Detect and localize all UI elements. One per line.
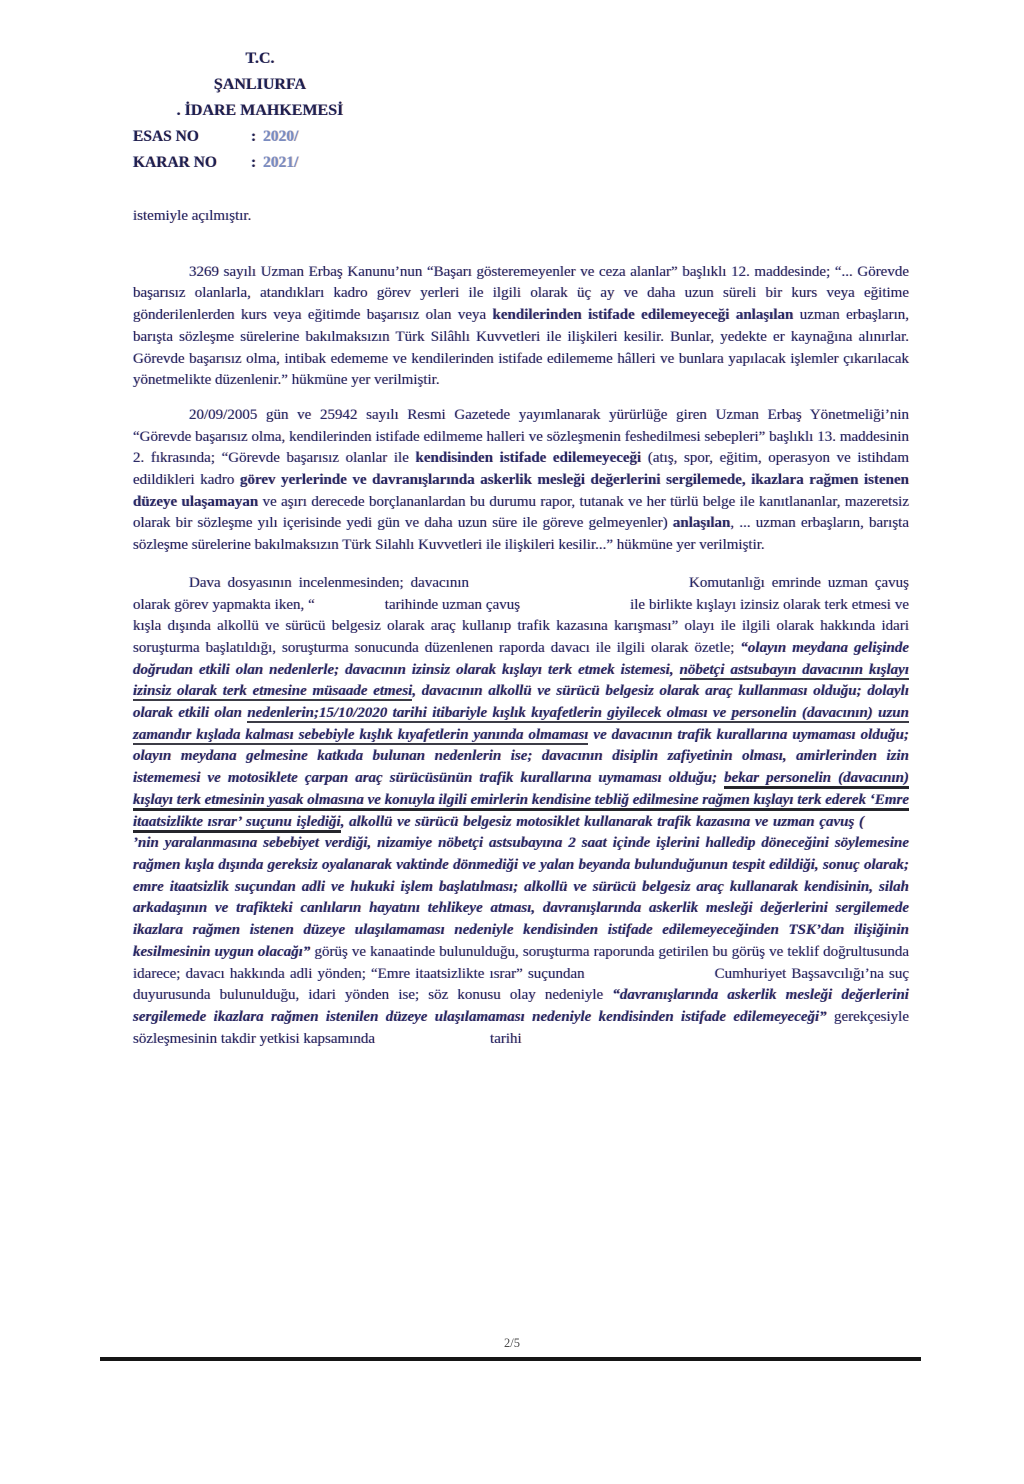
text-run-quote: “davranışlarında askerlik mesleği değerlerini sergilemede ikazlara rağmen istenilen düzeye ulaşılamaması nedeniyle kendisinden istifade edilemeyeceği” <box>133 987 909 1025</box>
court-header <box>133 46 387 176</box>
text-run-bold: kendisinden istifade edilemeyeceği <box>415 450 642 467</box>
court-city: ŞANLIURFA <box>213 76 307 93</box>
redacted-blank <box>520 607 630 609</box>
text-run: uzman erbaşların, barışta sözleşme sürelerine bakılmaksızın Türk Silâhlı Kuvvetleri ile ilişkileri kesilir. Bunlar, yedekte er kaynağına alınırlar. Görevde başarısız olma, intibak edememe ve kendilerinden istifade edilememe hâlleri ve bunlara yapılacak işlemler çıkarılacak yönetmelikte düzenlenir.” hükmüne yer verilmiştir. <box>133 307 909 389</box>
karar-no-label: KARAR NO <box>133 154 217 171</box>
republic-abbreviation: T.C. <box>245 50 275 67</box>
text-run-bold: kendilerinden istifade edilemeyeceği anlaşılan <box>492 307 794 324</box>
text-run-quote-underlined: bekar personelin (davacının) kışlayı terk etmesinin yasak olmasına ve konuyla ilgili emirlerin kendisine tebliğ edilmesine rağmen kışlayı terk ederek ‘Emre itaatsizlikte ısrar’ suçunu işlediği <box>133 770 909 832</box>
text-run: Cumhuriyet Başsavcılığı’na suç duyurusunda bulunulduğu, idari yönden ise; söz konusu olay nedeniyle <box>133 965 909 1004</box>
paragraph-regulation-2005 <box>133 405 909 557</box>
paragraph-law-3269 <box>133 262 909 392</box>
text-run-quote: ’nin yaralanmasına sebebiyet verdiği, nizamiye nöbetçi astsubayına 2 saat içinde işlerini halledip döneceğini söylemesine rağmen kışla dışında gereksiz oyalanarak vaktinde dönmediği ve yalan beyanda bulunduğunun tespit edildiği, sonuç olarak; emre itaatsizlik suçundan adli ve hukuki işlem başlatılması; alkollü ve sürücü belgesiz araç kullanarak kendisinin, silah arkadaşının ve trafikteki canlıların hayatını tehlikeye atması, davranışlarında askerlik mesleği değerlerini sergilemede ikazlara rağmen istenen düzeye ulaşılamaması nedeniyle kendisinden istifade edilemeyeceğinden TSK’dan ilişiğinin kesilmesinin uygun olacağı” <box>133 835 909 960</box>
text-run: tarihinde uzman çavuş <box>384 596 521 613</box>
footer-rule <box>100 1357 921 1361</box>
text-run: Komutanlığı emrinde uzman çavuş olarak görev yapmakta iken, “ <box>133 574 910 613</box>
text-run-quote: ve davacının trafik kurallarına uymaması olduğu; olayın meydana gelmesine katkıda bulunan nedenlerin ise; davacının disiplin zafiyetinin olması, amirlerinden izin istememesi ve motosiklete çarpan araç sürücüsünün trafik kurallarına uymaması olduğu; <box>133 726 910 787</box>
redacted-blank <box>315 607 385 609</box>
text-run: görüş ve kanaatinde bulunulduğu, soruşturma raporunda getirilen bu görüş ve teklif doğrultusunda idarece; davacı hakkında adli yönden; “Emre itaatsizlikte ısrar” suçundan <box>133 943 909 982</box>
esas-no-separator: : <box>251 128 257 145</box>
text-run-quote: “olayın meydana gelişinde doğrudan etkili olan nedenlerle; davacının izinsiz olarak kışlayı terk etmek istemesi, <box>133 639 909 678</box>
text-run-quote-underlined: nedenlerin;15/10/2020 tarihi itibariyle kışlık kıyafetlerin giyilecek olması ve personelin (davacının) uzun zamandır kışlada kalması sebebiyle kışlık kıyafetlerin yanında olmaması <box>133 705 909 743</box>
text-run: gerekçesiyle sözleşmesinin takdir yetkisi kapsamında <box>133 1008 909 1047</box>
court-name: . İDARE MAHKEMESİ <box>176 102 344 119</box>
esas-no-label: ESAS NO <box>133 128 199 145</box>
karar-no-value: 2021/ <box>263 154 299 171</box>
text-run: Dava dosyasının incelenmesinden; davacının <box>189 574 469 591</box>
text-run: ve aşırı derecede borçlananlardan bu durumu rapor, tutanak ve her türlü belge ile kanıtlananlar, mazeretsiz olarak bir sözleşme yılı içerisinde yedi gün ve daha uzun süre ile göreve gelmeyenler) <box>133 493 909 532</box>
text-run: (atış, spor, eğitim, operasyon ve istihdam edildikleri kadro <box>133 450 910 489</box>
karar-no-separator: : <box>251 154 257 171</box>
text-run: tarihi <box>490 1030 522 1047</box>
esas-no-row <box>133 124 387 150</box>
text-run: 20/09/2005 gün ve 25942 sayılı Resmi Gazetede yayımlanarak yürürlüğe giren Uzman Erbaş Yönetmeliği’nin “Görevde başarısız olma, kendilerinden istifade edilmeme halleri ve sözleşmenin feshedilmesi sebepleri” başlıklı 13. maddesinin 2. fıkrasında; “Görevde başarısız olanlar ile <box>133 406 909 467</box>
text-run: , ... uzman erbaşların, barışta sözleşme sürelerine bakılmaksızın Türk Silahlı Kuvvetleri ile ilişkileri kesilir...” hükmüne yer verilmiştir. <box>133 515 909 554</box>
text-run-quote: , davacının alkollü ve sürücü belgesiz olarak araç kullanması olduğu; dolaylı olarak etkili olan <box>133 683 909 722</box>
redacted-blank <box>864 824 909 826</box>
text-run: 3269 sayılı Uzman Erbaş Kanunu’nun “Başarı gösteremeyenler ve ceza alanlar” başlıklı 12. maddesinde; “... Görevde başarısız olanlarla, atandıkları kadro görev yerleri ile ilgili olarak üç ay ve daha uzun süreli bir kurs veya eğitime gönderilenlerden kurs veya eğitimde başarısız olan veya <box>133 263 909 324</box>
opening-line: istemiyle açılmıştır. <box>133 208 252 224</box>
page-number: 2/5 <box>504 1336 520 1350</box>
redacted-blank <box>375 1041 490 1043</box>
text-run-bold: görev yerlerinde ve davranışlarında askerlik mesleği değerlerini sergilemede, ikazlara rağmen istenen düzeye ulaşamayan <box>133 472 910 510</box>
text-run-quote: , alkollü ve sürücü belgesiz motosiklet kullanarak trafik kazasına ve uzman çavuş ( <box>340 813 864 830</box>
esas-no-value: 2020/ <box>263 128 299 145</box>
page-content <box>133 46 909 1050</box>
karar-no-row <box>133 150 387 176</box>
text-run: ile birlikte kışlayı izinsiz olarak terk etmesi ve kışla dışında alkollü ve sürücü belgesiz olarak araç kullanıp trafik kazasına karışması” olayı ile ilgili olarak hakkında idari soruşturma başlatıldığı, soruşturma sonucunda düzenlenen raporda davacı ile ilgili olarak özetle; <box>133 596 909 656</box>
text-run-quote-underlined: nöbetçi astsubayın davacının kışlayı izinsiz olarak terk etmesine müsaade etmesi <box>133 661 909 700</box>
redacted-blank <box>469 585 689 587</box>
text-run-bold: anlaşılan <box>672 515 731 532</box>
paragraph-case-file <box>133 573 909 1050</box>
redacted-blank <box>585 976 715 978</box>
